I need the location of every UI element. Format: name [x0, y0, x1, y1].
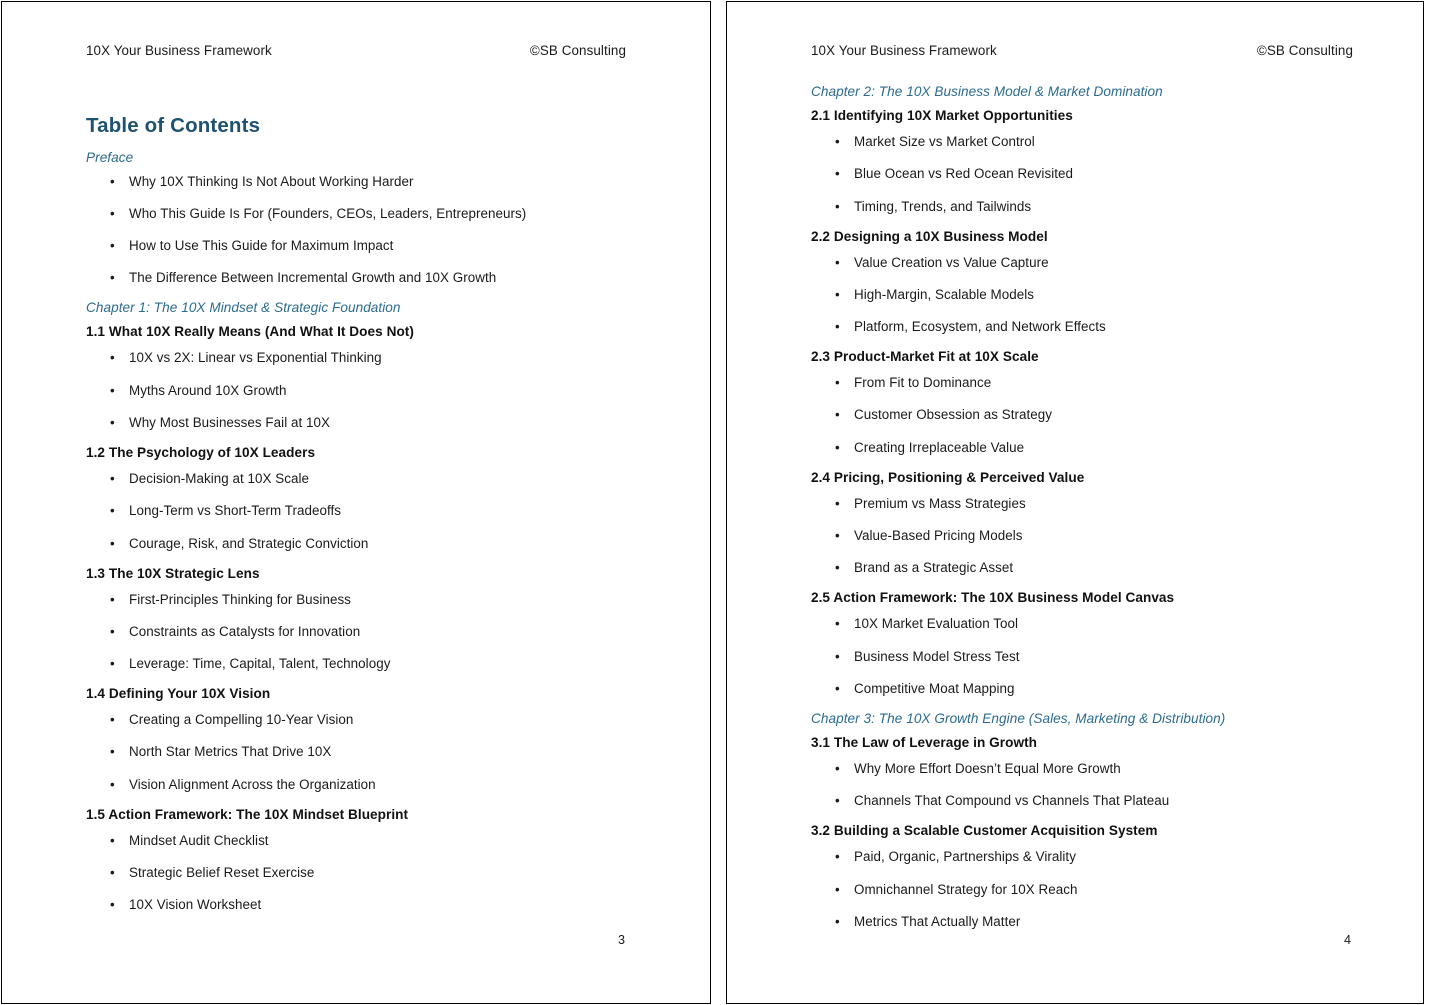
- list-item[interactable]: [811, 882, 1383, 898]
- list-item-label: Who This Guide Is For (Founders, CEOs, Leaders, Entrepreneurs): [129, 205, 527, 221]
- section-heading[interactable]: 1.5 Action Framework: The 10X Mindset Blueprint: [86, 806, 409, 822]
- bullet-icon: •: [110, 623, 115, 639]
- toc-bullet-list: [86, 471, 650, 552]
- list-item[interactable]: [86, 833, 650, 849]
- toc-body-right: [811, 84, 1383, 939]
- list-item[interactable]: [86, 206, 650, 222]
- list-item-label: Omnichannel Strategy for 10X Reach: [854, 881, 1078, 897]
- chapter-heading[interactable]: Chapter 3: The 10X Growth Engine (Sales, Marketing & Distribution): [811, 710, 1226, 726]
- list-item-label: Business Model Stress Test: [854, 648, 1020, 664]
- chapter-heading[interactable]: Chapter 2: The 10X Business Model & Market Domination: [811, 84, 1163, 99]
- list-item-label: Vision Alignment Across the Organization: [129, 776, 376, 792]
- list-item-label: High-Margin, Scalable Models: [854, 286, 1035, 302]
- toc-bullet-list: [811, 761, 1383, 809]
- running-header-right: [811, 43, 1353, 58]
- bullet-icon: •: [835, 648, 840, 664]
- list-item[interactable]: [86, 415, 650, 431]
- toc-bullet-list: [86, 712, 650, 793]
- list-item-label: Mindset Audit Checklist: [129, 832, 269, 848]
- page-number: 4: [1343, 933, 1351, 947]
- list-item[interactable]: [86, 536, 650, 552]
- bullet-icon: •: [835, 375, 840, 391]
- bullet-icon: •: [110, 776, 115, 792]
- list-item-label: 10X vs 2X: Linear vs Exponential Thinking: [129, 350, 382, 366]
- list-item-label: Creating Irreplaceable Value: [854, 439, 1025, 455]
- bullet-icon: •: [110, 712, 115, 728]
- list-item[interactable]: [811, 528, 1383, 544]
- bullet-icon: •: [835, 680, 840, 696]
- list-item[interactable]: [86, 503, 650, 519]
- bullet-icon: •: [835, 133, 840, 149]
- toc-bullet-list: [86, 833, 650, 914]
- bullet-icon: •: [110, 535, 115, 551]
- list-item-label: Constraints as Catalysts for Innovation: [129, 623, 361, 639]
- list-item-label: 10X Vision Worksheet: [129, 897, 262, 913]
- list-item[interactable]: [86, 865, 650, 881]
- list-item[interactable]: [811, 649, 1383, 665]
- bullet-icon: •: [835, 881, 840, 897]
- list-item-label: Courage, Risk, and Strategic Conviction: [129, 535, 369, 551]
- bullet-icon: •: [835, 286, 840, 302]
- bullet-icon: •: [835, 528, 840, 544]
- bullet-icon: •: [110, 897, 115, 913]
- section-heading[interactable]: 1.1 What 10X Really Means (And What It Does Not): [86, 324, 414, 340]
- section-heading[interactable]: 1.2 The Psychology of 10X Leaders: [86, 445, 316, 460]
- list-item-label: The Difference Between Incremental Growth and 10X Growth: [129, 270, 497, 286]
- list-item-label: Long-Term vs Short-Term Tradeoffs: [129, 503, 342, 519]
- bullet-icon: •: [110, 350, 115, 366]
- list-item[interactable]: [811, 616, 1383, 632]
- bullet-icon: •: [110, 173, 115, 189]
- bullet-icon: •: [110, 591, 115, 607]
- toc-bullet-list: [811, 375, 1383, 456]
- list-item[interactable]: [811, 319, 1383, 335]
- bullet-icon: •: [835, 913, 840, 929]
- list-item[interactable]: [811, 134, 1383, 150]
- section-heading[interactable]: 2.2 Designing a 10X Business Model: [811, 228, 1048, 244]
- list-item-label: 10X Market Evaluation Tool: [854, 616, 1019, 632]
- list-item[interactable]: [811, 560, 1383, 576]
- list-item[interactable]: [811, 199, 1383, 215]
- bullet-icon: •: [110, 414, 115, 430]
- bullet-icon: •: [835, 849, 840, 865]
- page-number: 3: [617, 933, 625, 947]
- list-item[interactable]: [811, 849, 1383, 865]
- list-item-label: Decision-Making at 10X Scale: [129, 470, 310, 486]
- bullet-icon: •: [110, 832, 115, 848]
- toc-bullet-list: [86, 174, 650, 287]
- header-copyright: ©SB Consulting: [1256, 43, 1353, 58]
- list-item-label: Why 10X Thinking Is Not About Working Harder: [129, 173, 414, 189]
- list-item-label: Leverage: Time, Capital, Talent, Technology: [129, 656, 391, 672]
- list-item[interactable]: [86, 350, 650, 366]
- list-item[interactable]: [86, 712, 650, 728]
- list-item[interactable]: [86, 624, 650, 640]
- toc-bullet-list: [811, 496, 1383, 577]
- list-item-label: Customer Obsession as Strategy: [854, 407, 1052, 423]
- list-item-label: Strategic Belief Reset Exercise: [129, 865, 315, 881]
- list-item[interactable]: [811, 255, 1383, 271]
- list-item-label: Paid, Organic, Partnerships & Virality: [854, 849, 1076, 865]
- toc-bullet-list: [86, 350, 650, 431]
- list-item[interactable]: [811, 761, 1383, 777]
- bullet-icon: •: [835, 439, 840, 455]
- bullet-icon: •: [110, 865, 115, 881]
- chapter-heading[interactable]: Chapter 1: The 10X Mindset & Strategic Foundation: [86, 300, 401, 316]
- list-item[interactable]: [811, 496, 1383, 512]
- list-item-label: Why Most Businesses Fail at 10X: [129, 414, 330, 430]
- list-item[interactable]: [811, 375, 1383, 391]
- list-item[interactable]: [86, 383, 650, 399]
- list-item[interactable]: [811, 287, 1383, 303]
- section-heading[interactable]: 3.2 Building a Scalable Customer Acquisition System: [811, 823, 1158, 839]
- section-heading[interactable]: 2.4 Pricing, Positioning & Perceived Value: [811, 469, 1085, 485]
- toc-bullet-list: [811, 134, 1383, 215]
- bullet-icon: •: [110, 238, 115, 254]
- bullet-icon: •: [110, 470, 115, 486]
- list-item-label: Timing, Trends, and Tailwinds: [854, 198, 1032, 214]
- list-item-label: Value-Based Pricing Models: [854, 528, 1023, 544]
- list-item-label: Platform, Ecosystem, and Network Effects: [854, 319, 1106, 335]
- section-heading[interactable]: 1.4 Defining Your 10X Vision: [86, 686, 271, 702]
- toc-sections-left: [86, 150, 650, 914]
- list-item[interactable]: [811, 793, 1383, 809]
- bullet-icon: •: [835, 166, 840, 182]
- header-copyright: ©SB Consulting: [529, 43, 626, 58]
- section-heading[interactable]: 2.1 Identifying 10X Market Opportunities: [811, 107, 1073, 123]
- header-title: 10X Your Business Framework: [811, 43, 997, 58]
- list-item-label: Myths Around 10X Growth: [129, 382, 287, 398]
- toc-sections-right: [811, 84, 1383, 930]
- bullet-icon: •: [835, 793, 840, 809]
- list-item[interactable]: [811, 681, 1383, 697]
- chapter-heading[interactable]: Preface: [86, 149, 134, 165]
- list-item[interactable]: [811, 914, 1383, 930]
- header-title: 10X Your Business Framework: [86, 43, 272, 58]
- section-heading[interactable]: 2.3 Product-Market Fit at 10X Scale: [811, 349, 1039, 365]
- list-item[interactable]: [86, 744, 650, 760]
- list-item-label: How to Use This Guide for Maximum Impact: [129, 238, 394, 254]
- list-item[interactable]: [811, 166, 1383, 182]
- list-item-label: First-Principles Thinking for Business: [129, 591, 351, 607]
- page-content-left: [2, 2, 710, 1003]
- list-item-label: Value Creation vs Value Capture: [854, 254, 1049, 270]
- section-heading[interactable]: 1.3 The 10X Strategic Lens: [86, 565, 260, 581]
- list-item-label: From Fit to Dominance: [854, 375, 992, 391]
- list-item[interactable]: [86, 777, 650, 793]
- list-item[interactable]: [86, 174, 650, 190]
- list-item-label: Creating a Compelling 10-Year Vision: [129, 712, 354, 728]
- bullet-icon: •: [835, 319, 840, 335]
- list-item[interactable]: [86, 592, 650, 608]
- toc-bullet-list: [811, 849, 1383, 930]
- list-item-label: Why More Effort Doesn’t Equal More Growth: [854, 760, 1121, 776]
- list-item[interactable]: [86, 238, 650, 254]
- page-sheet-left: [1, 1, 711, 1004]
- list-item-label: Metrics That Actually Matter: [854, 913, 1021, 929]
- page-title: Table of Contents: [86, 114, 261, 137]
- toc-bullet-list: [86, 592, 650, 673]
- list-item-label: Blue Ocean vs Red Ocean Revisited: [854, 166, 1073, 182]
- list-item[interactable]: [86, 270, 650, 286]
- bullet-icon: •: [110, 270, 115, 286]
- bullet-icon: •: [835, 198, 840, 214]
- bullet-icon: •: [110, 656, 115, 672]
- list-item[interactable]: [811, 407, 1383, 423]
- toc-bullet-list: [811, 255, 1383, 336]
- bullet-icon: •: [110, 382, 115, 398]
- running-header-left: [86, 43, 626, 58]
- list-item[interactable]: [86, 897, 650, 913]
- toc-bullet-list: [811, 616, 1383, 697]
- list-item-label: Competitive Moat Mapping: [854, 680, 1015, 696]
- list-item-label: North Star Metrics That Drive 10X: [129, 744, 332, 760]
- list-item-label: Brand as a Strategic Asset: [854, 560, 1014, 576]
- list-item-label: Market Size vs Market Control: [854, 133, 1035, 149]
- list-item[interactable]: [86, 656, 650, 672]
- toc-body-left: [86, 114, 650, 922]
- section-heading[interactable]: 3.1 The Law of Leverage in Growth: [811, 734, 1037, 750]
- bullet-icon: •: [835, 616, 840, 632]
- page-sheet-right: [726, 1, 1424, 1004]
- bullet-icon: •: [110, 744, 115, 760]
- bullet-icon: •: [835, 254, 840, 270]
- list-item[interactable]: [86, 471, 650, 487]
- page-content-right: [727, 2, 1423, 1003]
- bullet-icon: •: [835, 560, 840, 576]
- list-item-label: Premium vs Mass Strategies: [854, 495, 1026, 511]
- bullet-icon: •: [835, 495, 840, 511]
- bullet-icon: •: [835, 760, 840, 776]
- bullet-icon: •: [110, 205, 115, 221]
- bullet-icon: •: [835, 407, 840, 423]
- list-item-label: Channels That Compound vs Channels That Plateau: [854, 793, 1170, 809]
- section-heading[interactable]: 2.5 Action Framework: The 10X Business Model Canvas: [811, 590, 1175, 606]
- bullet-icon: •: [110, 503, 115, 519]
- list-item[interactable]: [811, 440, 1383, 456]
